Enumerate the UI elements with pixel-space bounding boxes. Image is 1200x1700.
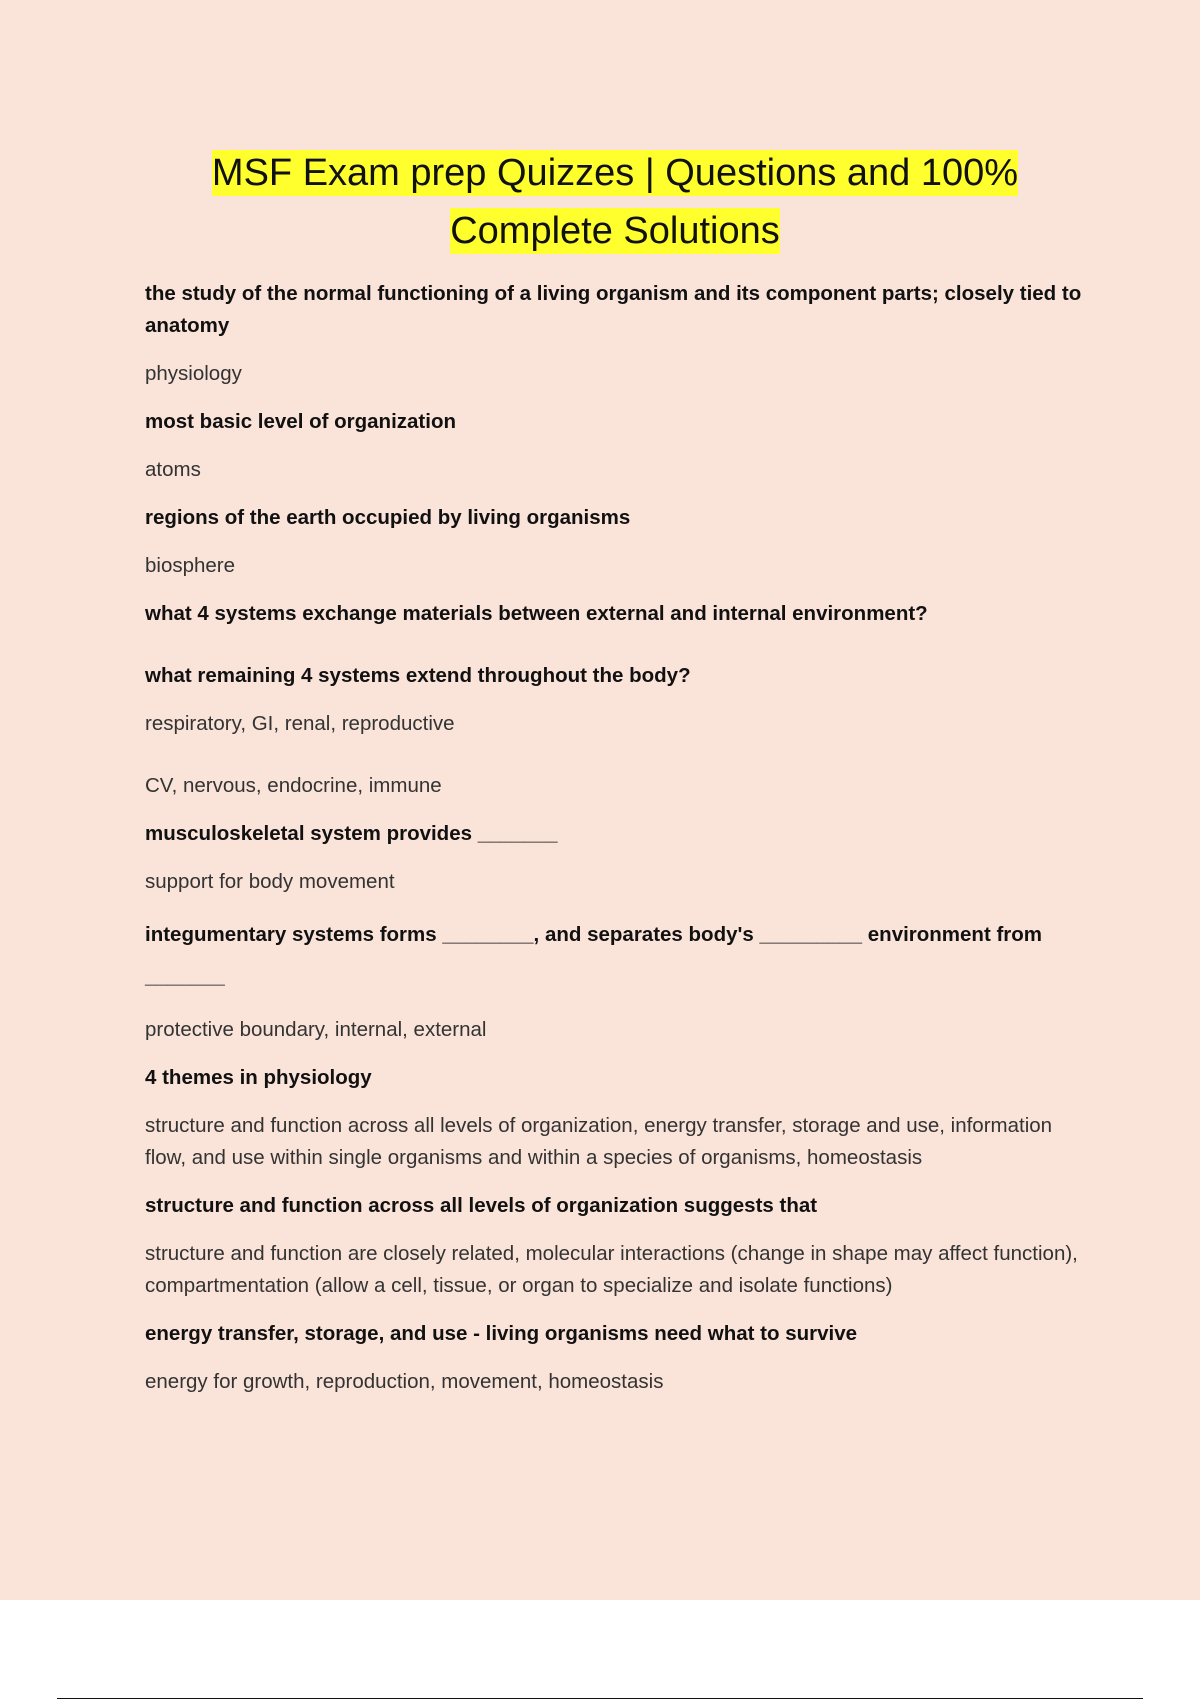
question-text: what remaining 4 systems extend throughout the body? bbox=[145, 664, 691, 687]
answer-text: respiratory, GI, renal, reproductive bbox=[145, 712, 455, 735]
answer-text: physiology bbox=[145, 362, 242, 385]
answer-text: CV, nervous, endocrine, immune bbox=[145, 774, 442, 797]
question-text: musculoskeletal system provides _______ bbox=[145, 822, 558, 845]
qa-list bbox=[145, 278, 1090, 1414]
title-line-1: MSF Exam prep Quizzes | Questions and 100% bbox=[211, 152, 1019, 194]
question-text: the study of the normal functioning of a living organism and its component parts; closely tied to anatomy bbox=[145, 282, 1082, 337]
question-text: energy transfer, storage, and use - living organisms need what to survive bbox=[145, 1322, 858, 1345]
answer-text: protective boundary, internal, external bbox=[145, 1018, 487, 1041]
answer-text: structure and function are closely related, molecular interactions (change in shape may affect function), compartmentation (allow a cell, tissue, or organ to specialize and isolate functions) bbox=[145, 1242, 1078, 1297]
answer-text: energy for growth, reproduction, movement, homeostasis bbox=[145, 1370, 664, 1393]
answer-text: structure and function across all levels of organization, energy transfer, storage and use, information flow, and use within single organisms and within a species of organisms, homeostasis bbox=[145, 1114, 1053, 1169]
answer-text: biosphere bbox=[145, 554, 236, 577]
question-text: most basic level of organization bbox=[145, 410, 456, 433]
document-title bbox=[100, 144, 1130, 260]
answer-text: support for body movement bbox=[145, 870, 395, 893]
question-text: structure and function across all levels of organization suggests that bbox=[145, 1194, 818, 1217]
question-text: 4 themes in physiology bbox=[145, 1066, 372, 1089]
question-text: integumentary systems forms ________, and separates body's _________ environment from _______ bbox=[145, 923, 1043, 988]
answer-text: atoms bbox=[145, 458, 201, 481]
footer-divider bbox=[57, 1698, 1143, 1699]
question-text: regions of the earth occupied by living organisms bbox=[145, 506, 631, 529]
page-footer-area bbox=[0, 1600, 1200, 1700]
question-text: what 4 systems exchange materials between external and internal environment? bbox=[145, 602, 928, 625]
title-line-2: Complete Solutions bbox=[450, 210, 780, 252]
